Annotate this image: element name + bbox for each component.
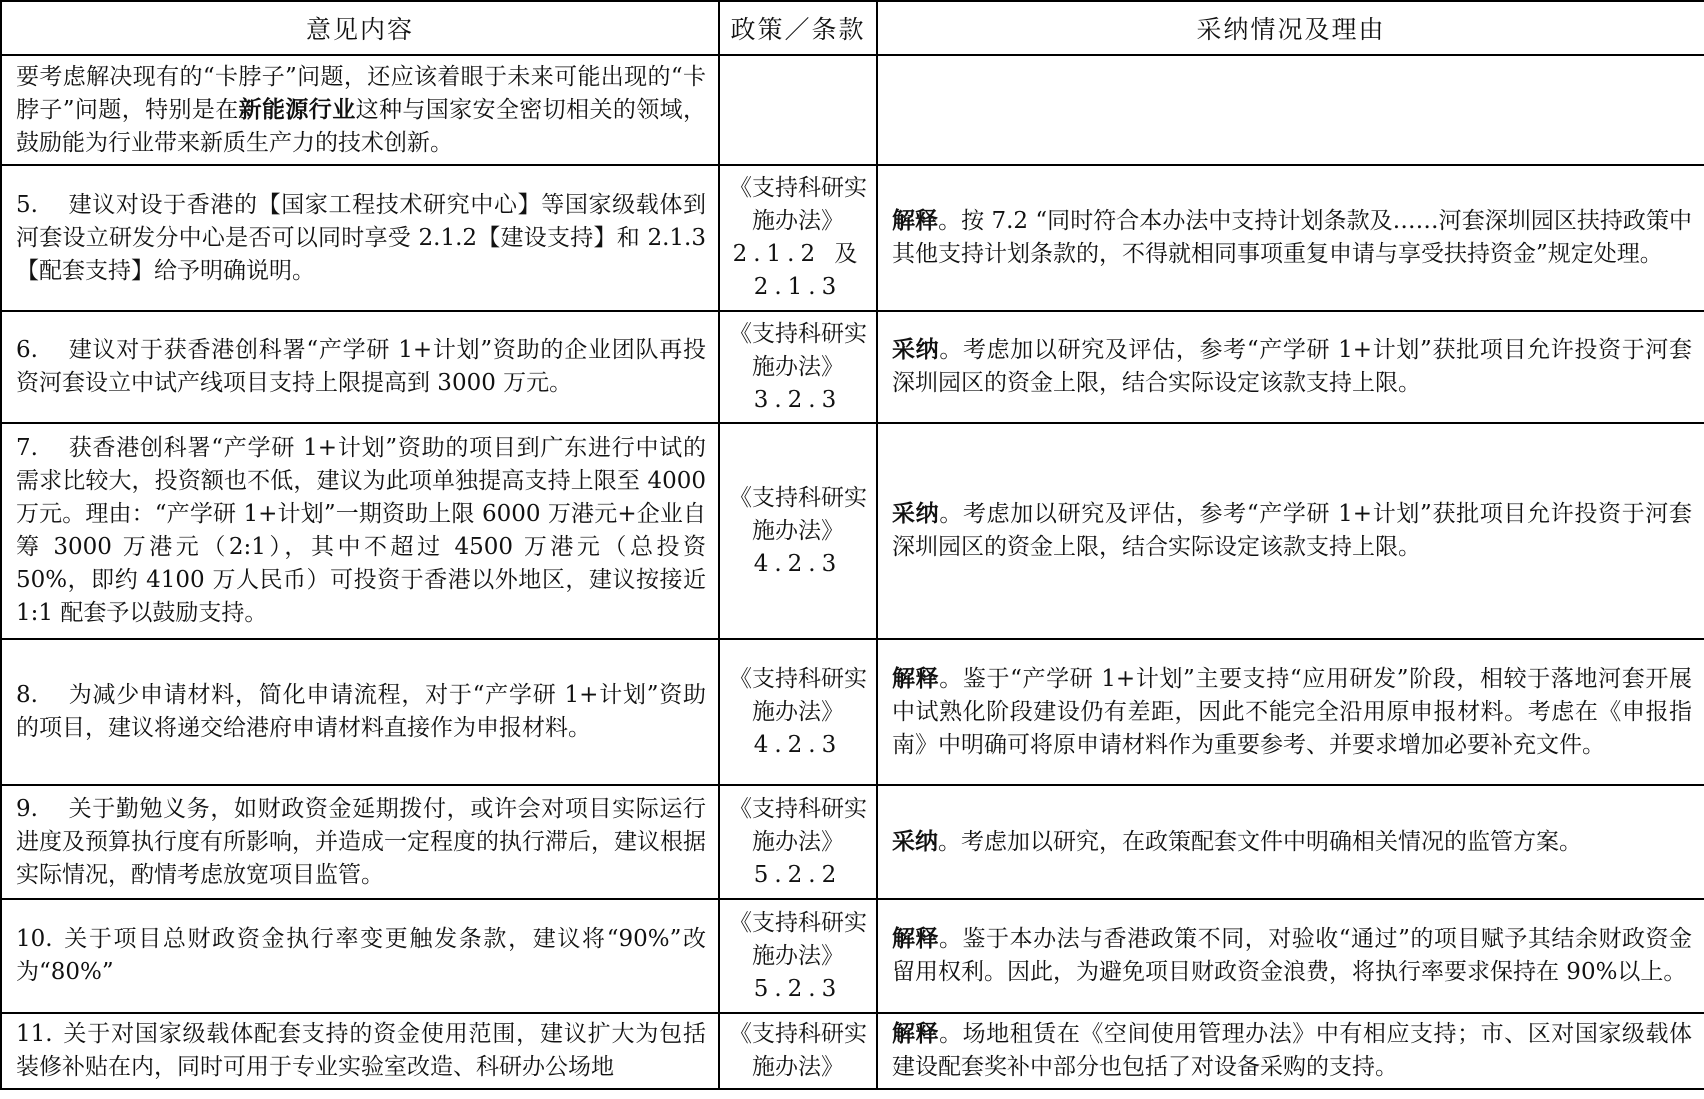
table-row — [1, 785, 1704, 899]
header-adoption: 采纳情况及理由 — [877, 1, 1704, 55]
policy-doc: 《支持科研实施办法》 — [729, 795, 867, 855]
adoption-cell: 采纳。考虑加以研究及评估，参考“产学研 1+计划”获批项目允许投资于河套深圳园区的资金上限，结合实际设定该款支持上限。 — [877, 311, 1704, 423]
adoption-cell: 解释。鉴于“产学研 1+计划”主要支持“应用研发”阶段，相较于落地河套开展中试熟化阶段建设仍有差距，因此不能完全沿用原申报材料。考虑在《申报指南》中明确可将原申请材料作为重要参考、并要求增加必要补充文件。 — [877, 639, 1704, 785]
table-row — [1, 55, 1704, 165]
item-number: 11. — [16, 1021, 53, 1047]
adoption-cell: 采纳。考虑加以研究，在政策配套文件中明确相关情况的监管方案。 — [877, 785, 1704, 899]
item-number: 8. — [16, 682, 38, 708]
adoption-cell: 解释。鉴于本办法与香港政策不同，对验收“通过”的项目赋予其结余财政资金留用权利。因此，为避免项目财政资金浪费，将执行率要求保持在 90%以上。 — [877, 899, 1704, 1013]
policy-cell — [719, 639, 877, 785]
header-opinion: 意见内容 — [1, 1, 719, 55]
opinion-cell: 9. 关于勤勉义务，如财政资金延期拨付，或许会对项目实际运行进度及预算执行度有所影响，并造成一定程度的执行滞后，建议根据实际情况，酌情考虑放宽项目监管。 — [1, 785, 719, 899]
item-number: 9. — [16, 795, 38, 822]
verdict-label: 采纳 — [892, 337, 940, 363]
policy-doc: 《支持科研实施办法》 — [729, 665, 867, 725]
item-number: 6. — [16, 337, 38, 363]
policy-cell — [719, 1013, 877, 1089]
verdict-label: 采纳 — [892, 828, 938, 855]
adoption-cell: 采纳。考虑加以研究及评估，参考“产学研 1+计划”获批项目允许投资于河套深圳园区的资金上限，结合实际设定该款支持上限。 — [877, 423, 1704, 639]
verdict-label: 解释 — [892, 665, 940, 692]
table-row — [1, 639, 1704, 785]
table-row — [1, 899, 1704, 1013]
opinion-cell: 要考虑解决现有的“卡脖子”问题，还应该着眼于未来可能出现的“卡脖子”问题，特别是在新能源行业这种与国家安全密切相关的领域，鼓励能为行业带来新质生产力的技术创新。 — [1, 55, 719, 165]
opinion-cell: 6. 建议对于获香港创科署“产学研 1+计划”资助的企业团队再投资河套设立中试产线项目支持上限提高到 3000 万元。 — [1, 311, 719, 423]
policy-cell — [719, 55, 877, 165]
adoption-cell — [877, 55, 1704, 165]
policy-clause: 3.2.3 — [753, 386, 843, 413]
policy-clause: 5.2.2 — [753, 861, 843, 888]
table-row — [1, 423, 1704, 639]
opinion-cell: 7. 获香港创科署“产学研 1+计划”资助的项目到广东进行中试的需求比较大，投资额也不低，建议为此项单独提高支持上限至 4000 万元。理由：“产学研 1+计划”一期资助上限 6000 万港元+企业自筹 3000 万港元（2:1），其中不超过 4500 万港元（总投资 50%，即约 4100 万人民币）可投资于香港以外地区，建议按接近 1:1 配套予以鼓励支持。 — [1, 423, 719, 639]
verdict-label: 解释 — [892, 926, 940, 952]
policy-doc: 《支持科研实施办法》 — [729, 175, 867, 234]
opinion-cell: 11. 关于对国家级载体配套支持的资金使用范围，建议扩大为包括装修补贴在内，同时可用于专业实验室改造、科研办公场地 — [1, 1013, 719, 1089]
policy-clause: 4.2.3 — [753, 731, 843, 758]
policy-clause: 5.2.3 — [753, 975, 843, 1002]
policy-clause: 2.1.2 及 2.1.3 — [732, 241, 864, 300]
opinion-cell: 10. 关于项目总财政资金执行率变更触发条款，建议将“90%”改为“80%” — [1, 899, 719, 1013]
verdict-label: 解释 — [892, 208, 939, 234]
policy-cell — [719, 899, 877, 1013]
item-number: 5. — [16, 191, 38, 218]
table-row — [1, 165, 1704, 311]
policy-doc: 《支持科研实施办法》 — [729, 320, 867, 380]
policy-cell — [719, 165, 877, 311]
policy-doc: 《支持科研实施办法》 — [729, 909, 867, 969]
item-number: 7. — [16, 435, 38, 461]
adoption-cell: 解释。场地租赁在《空间使用管理办法》中有相应支持；市、区对国家级载体建设配套奖补中部分也包括了对设备采购的支持。 — [877, 1013, 1704, 1089]
policy-cell — [719, 311, 877, 423]
adoption-cell: 解释。按 7.2 “同时符合本办法中支持计划条款及……河套深圳园区扶持政策中其他支持计划条款的，不得就相同事项重复申请与享受扶持资金”规定处理。 — [877, 165, 1704, 311]
table-header-row — [1, 1, 1704, 55]
verdict-label: 采纳 — [892, 501, 940, 527]
policy-cell — [719, 785, 877, 899]
table-row — [1, 1013, 1704, 1089]
policy-cell — [719, 423, 877, 639]
header-policy: 政策／条款 — [719, 1, 877, 55]
opinion-cell: 8. 为减少申请材料，简化申请流程，对于“产学研 1+计划”资助的项目，建议将递交给港府申请材料直接作为申报材料。 — [1, 639, 719, 785]
item-number: 10. — [16, 926, 53, 952]
opinion-cell: 5. 建议对设于香港的【国家工程技术研究中心】等国家级载体到河套设立研发分中心是否可以同时享受 2.1.2【建设支持】和 2.1.3【配套支持】给予明确说明。 — [1, 165, 719, 311]
emphasis-text: 新能源行业 — [238, 96, 356, 123]
verdict-label: 解释 — [892, 1021, 940, 1047]
policy-doc: 《支持科研实施办法》 — [729, 484, 867, 544]
policy-clause: 4.2.3 — [753, 550, 843, 577]
table-row — [1, 311, 1704, 423]
policy-doc: 《支持科研实施办法》 — [729, 1021, 867, 1080]
